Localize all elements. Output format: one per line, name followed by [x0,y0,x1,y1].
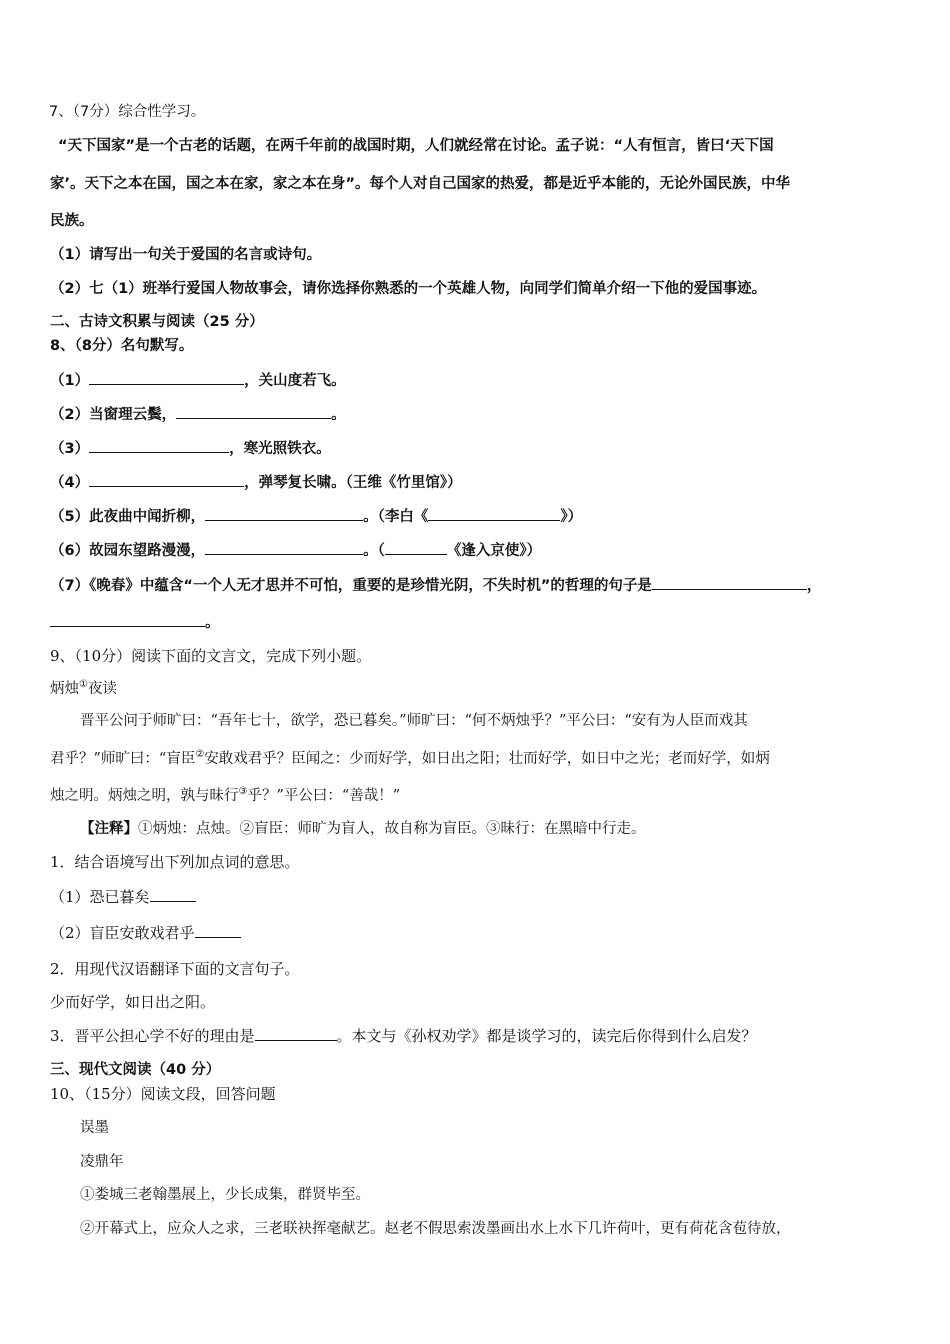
q9-title-pre: 炳烛 [50,681,79,697]
q9-passage-title [50,679,117,699]
q8-item-1-prefix: （1） [50,373,90,389]
section-2-title: 二、古诗文积累与阅读（25 分） [50,314,264,330]
q8-item-1-suffix: ，关山度若飞。 [244,373,346,389]
q8-item-7-blank-2[interactable] [50,612,205,627]
q9-notes-text: ①炳烛：点烛。②盲臣：师旷为盲人，故自称为盲臣。③昧行：在黑暗中行走。 [138,821,646,837]
q9-passage-line-2-mark: ② [195,749,205,761]
q8-item-1 [50,370,346,391]
q9-header: 9、（10分）阅读下面的文言文，完成下列小题。 [50,647,372,665]
q8-item-2 [50,404,346,425]
q9-subquestion-3 [50,1026,757,1046]
q10-article-title: 误墨 [80,1120,109,1136]
q8-item-5-blank[interactable] [205,506,363,521]
q8-item-3-blank[interactable] [89,438,229,453]
q9-subquestion-1a-blank[interactable] [150,887,196,902]
q7-subquestion-2: （2）七（1）班举行爱国人物故事会，请你选择你熟悉的一个英雄人物，向同学们简单介绍一下他的爱国事迹。 [50,281,767,297]
q10-paragraph-2: ②开幕式上，应众人之求，三老联袂挥毫献艺。赵老不假思索泼墨画出水上水下几许荷叶，更有荷花含苞待放， [80,1221,791,1237]
q9-title-mark: ① [79,679,88,691]
q8-item-7-cont [50,612,220,633]
q8-item-7-comma: ， [806,578,822,594]
q8-item-7 [50,575,821,596]
q9-subquestion-3-pre: 3．晋平公担心学不好的理由是 [50,1027,255,1045]
q7-paragraph-line-1: “天下国家”是一个古老的话题，在两千年前的战国时期，人们就经常在讨论。孟子说：“人有恒言，皆曰‘天下国 [58,138,774,154]
q9-subquestion-2: 2．用现代汉语翻译下面的文言句子。 [50,960,300,978]
q8-item-4-blank[interactable] [89,472,244,487]
q9-passage-line-3-pre: 烛之明。炳烛之明，孰与昧行 [50,788,239,804]
q8-item-7-blank[interactable] [652,575,807,590]
q9-title-post: 夜读 [87,681,117,697]
q8-item-2-suffix: 。 [331,407,346,423]
q9-subquestion-1a [50,887,196,907]
q8-item-6-blank[interactable] [205,540,363,555]
q9-passage-line-1: 晋平公问于师旷曰：“吾年七十，欲学，恐已暮矣。”师旷曰：“何不炳烛乎？”平公曰：“安有为人臣而戏其 [80,713,748,729]
q8-header: 8、（8分）名句默写。 [50,338,194,354]
q7-header-text: 7、（7分）综合性学习。 [49,104,206,120]
q8-item-4 [50,472,462,493]
q8-item-2-prefix: （2）当窗理云鬓， [50,407,177,423]
q9-subquestion-1b-text: （2）盲臣安敢戏君乎 [50,924,195,942]
q9-passage-line-3-post: 乎？”平公曰：“善哉！” [247,788,401,804]
q8-item-6 [50,540,541,561]
q7-subquestion-1: （1）请写出一句关于爱国的名言或诗句。 [50,247,322,263]
q10-header: 10、（15分）阅读文段，回答问题 [50,1085,276,1103]
q9-notes [80,819,646,839]
q8-item-5-prefix: （5）此夜曲中闻折柳， [50,509,206,525]
q8-item-6-prefix: （6）故园东望路漫漫， [50,543,206,559]
q9-passage-line-3-mark: ③ [238,786,248,798]
q8-item-5-mid: 。（李白《 [363,509,429,525]
q9-subquestion-3-post: 。本文与《孙权劝学》都是谈学习的，读完后你得到什么启发？ [336,1027,757,1045]
q9-subquestion-1: 1．结合语境写出下列加点词的意思。 [50,853,300,871]
q9-passage-line-2 [50,749,770,769]
q8-item-3-prefix: （3） [50,441,90,457]
q8-item-7-prefix: （7）《晚春》中蕴含“一个人无才思并不可怕，重要的是珍惜光阴，不失时机”的哲理的句子是 [50,578,652,594]
q8-item-4-prefix: （4） [50,475,90,491]
q7-header [49,101,205,122]
q9-passage-line-2-pre: 君乎？”师旷曰：“盲臣 [50,751,196,767]
q7-paragraph-line-3: 民族。 [50,213,94,229]
q8-item-3 [50,438,331,459]
q9-passage-line-2-post: 安敢戏君乎？臣闻之：少而好学，如日出之阳；壮而好学，如日中之光；老而好学，如炳 [204,751,770,767]
q7-paragraph-line-2: 家’。天下之本在国，国之本在家，家之本在身”。每个人对自己国家的热爱，都是近乎本能的，无论外国民族，中华 [50,176,791,192]
q9-subquestion-2-sentence: 少而好学，如日出之阳。 [50,993,216,1011]
q8-item-6-mid: 。（ [363,543,385,559]
section-3-title: 三、现代文阅读（40 分） [50,1062,221,1078]
q8-item-7-end: 。 [205,615,220,631]
q9-subquestion-3-blank[interactable] [255,1026,337,1041]
q10-article-author: 凌鼎年 [80,1154,124,1170]
q8-item-5 [50,506,582,527]
q8-item-4-suffix: ，弹琴复长啸。（王维《竹里馆》） [244,475,462,491]
q9-subquestion-1a-text: （1）恐已暮矣 [50,888,150,906]
q8-item-5-suffix: 》） [560,509,583,525]
q9-notes-label: 【注释】 [80,821,138,837]
q9-passage-line-3 [50,786,400,806]
q8-item-2-blank[interactable] [176,404,331,419]
q10-paragraph-1: ①娄城三老翰墨展上，少长成集，群贤毕至。 [80,1187,370,1203]
q9-subquestion-1b-blank[interactable] [195,923,241,938]
q8-item-6-suffix: 《逢入京使》） [446,543,542,559]
q8-item-6-blank-2[interactable] [385,540,447,555]
q8-item-5-blank-2[interactable] [428,506,560,521]
q8-item-1-blank[interactable] [89,370,244,385]
q9-subquestion-1b [50,923,241,943]
q8-item-3-suffix: ，寒光照铁衣。 [229,441,331,457]
